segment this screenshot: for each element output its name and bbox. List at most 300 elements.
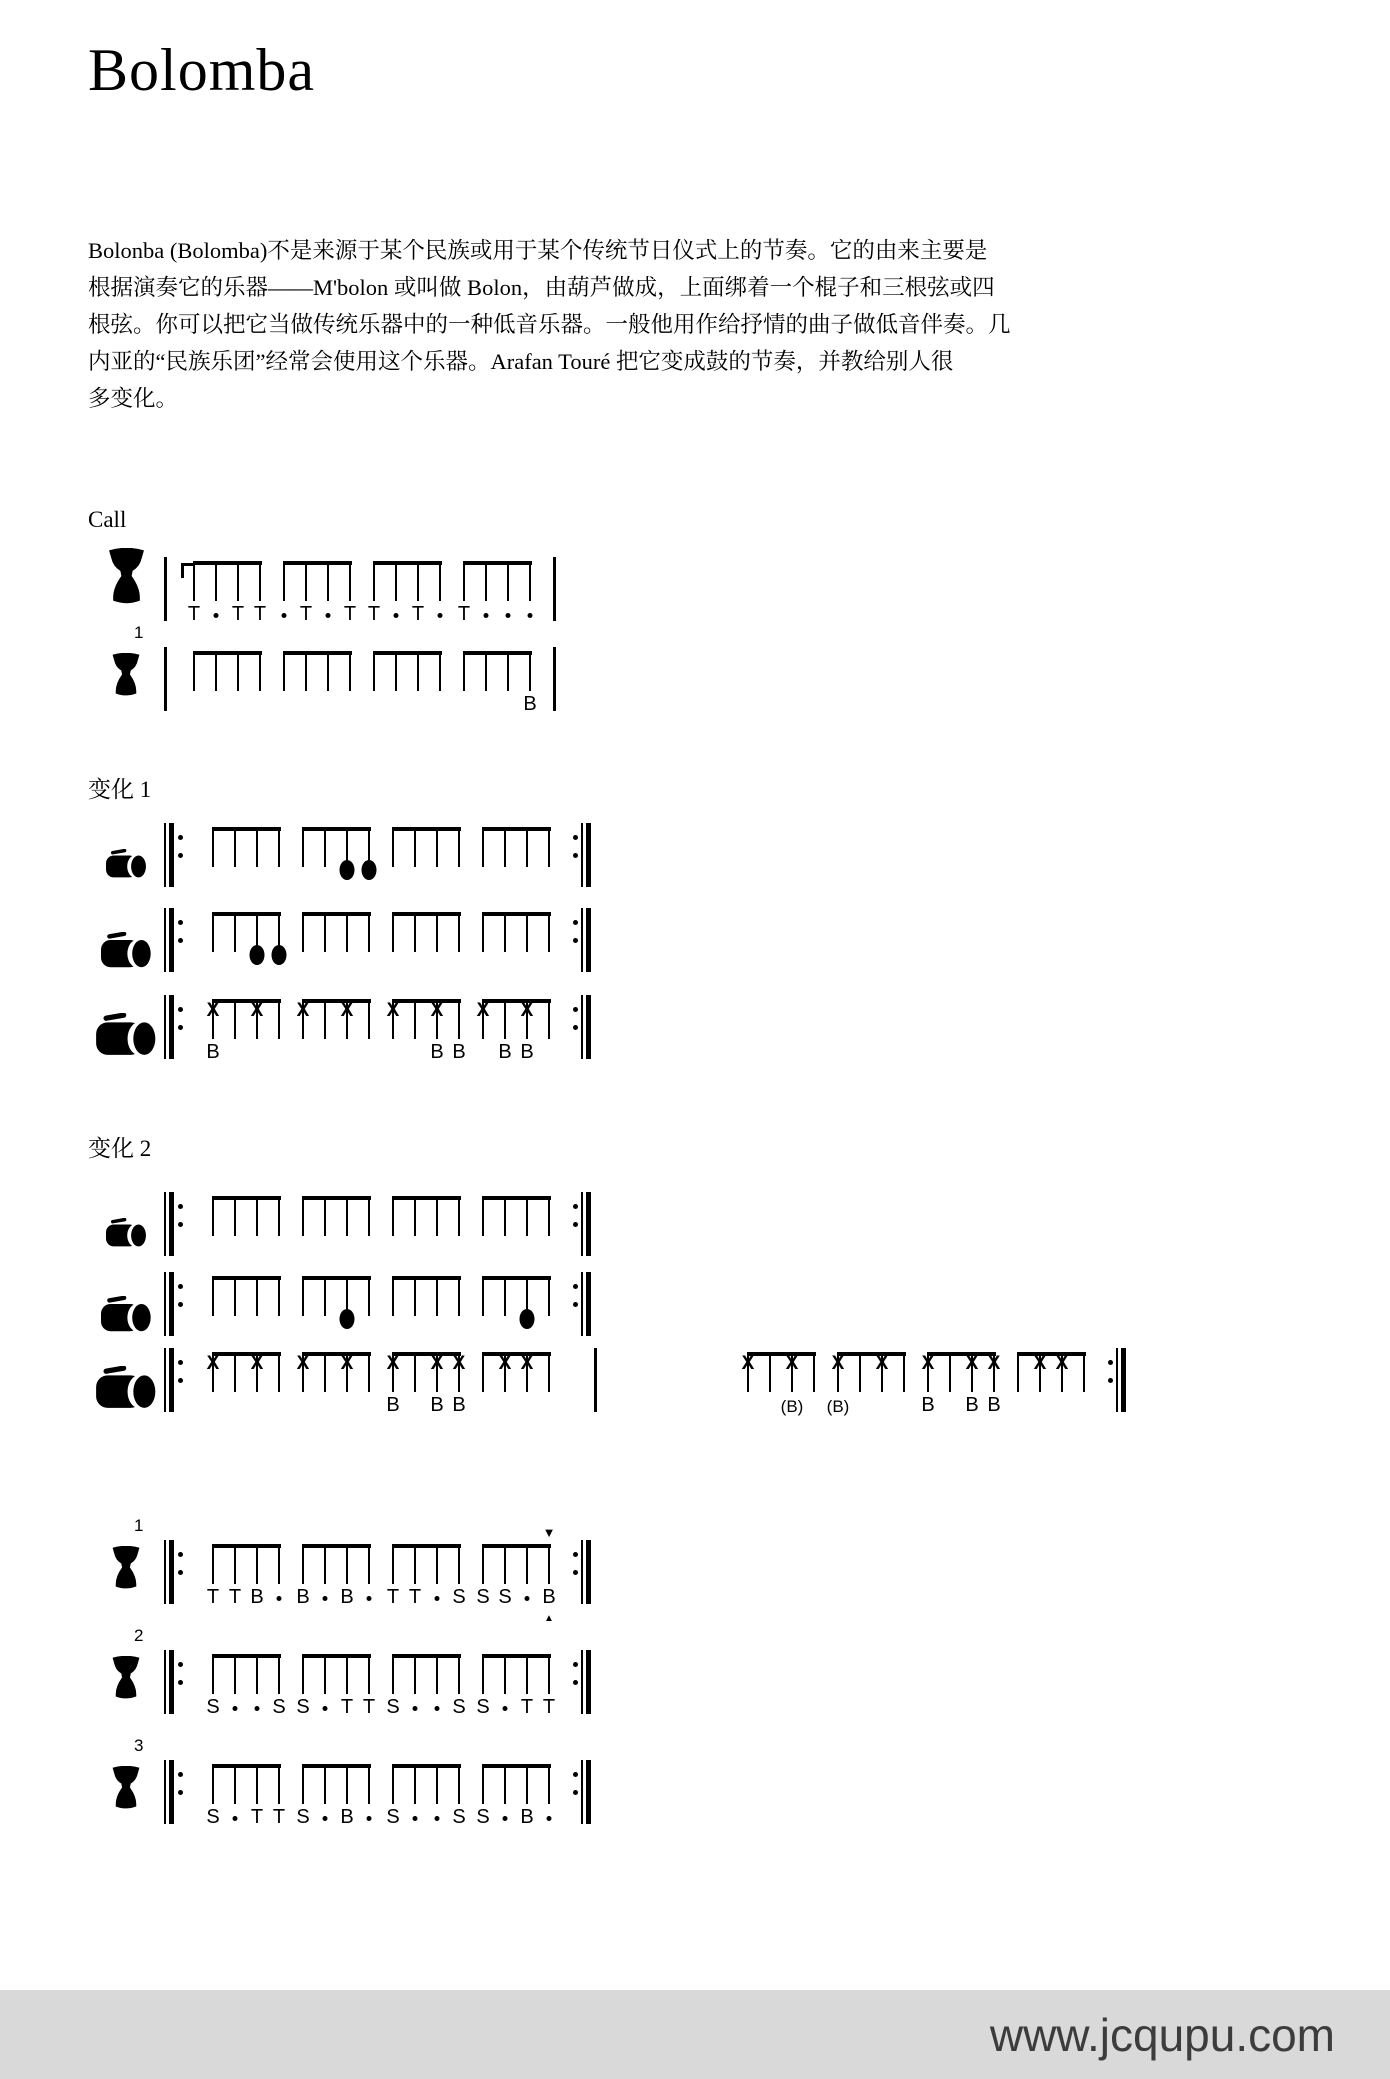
note-stem <box>436 1764 438 1804</box>
note-stem <box>482 1196 484 1236</box>
notation-line <box>88 912 1390 984</box>
barline <box>586 995 591 1059</box>
note-stem <box>436 1196 438 1236</box>
repeat-start-barline <box>164 1192 186 1256</box>
barline <box>586 823 591 887</box>
barline <box>169 1348 174 1412</box>
repeat-dot <box>573 1284 578 1289</box>
note-label: T <box>340 1696 354 1718</box>
note-label: T <box>206 1586 220 1608</box>
notation-line <box>88 1626 1390 1726</box>
beat-group <box>296 1764 370 1830</box>
beam <box>373 651 442 655</box>
beat-group <box>476 1764 550 1830</box>
note-stem <box>463 651 465 691</box>
note-label: B <box>921 1394 935 1416</box>
note-stem <box>283 651 285 691</box>
repeat-dots <box>177 823 183 858</box>
note-stem <box>234 912 236 952</box>
repeat-end-barline <box>572 1650 594 1714</box>
note-x-mark: X <box>250 1000 264 1021</box>
repeat-dots <box>1107 1348 1113 1383</box>
repeat-dot <box>178 1378 183 1383</box>
instrument-icon-box <box>88 561 164 609</box>
barline <box>594 1348 597 1412</box>
note-label: S <box>206 1696 220 1718</box>
repeat-dots <box>177 908 183 943</box>
repeat-dot <box>178 853 183 858</box>
beam <box>283 651 352 655</box>
note-stem <box>373 561 375 601</box>
beat-group <box>212 1276 280 1342</box>
barline <box>169 995 174 1059</box>
beam <box>212 1352 281 1356</box>
note-label: T <box>253 603 267 625</box>
beam <box>212 1654 281 1658</box>
intro-line: 多变化。 <box>88 386 179 411</box>
beam <box>482 1196 551 1200</box>
beam <box>212 1764 281 1768</box>
note-label: S <box>296 1696 310 1718</box>
note-label: S <box>206 1806 220 1828</box>
note-label: S <box>452 1806 466 1828</box>
notation-line <box>88 1276 1390 1348</box>
repeat-dot <box>178 1790 183 1795</box>
repeat-dot <box>573 938 578 943</box>
repeat-dot <box>178 1360 183 1365</box>
note-label: T <box>231 603 245 625</box>
intro-line: 根据演奏它的乐器——M'bolon 或叫做 Bolon，由葫芦做成，上面绑着一个棍子和三根弦或四 <box>88 275 995 300</box>
beat-group <box>296 1544 370 1610</box>
note-head <box>520 1309 535 1329</box>
beam <box>392 1276 461 1280</box>
note-stem <box>414 1196 416 1236</box>
beat-group <box>741 1352 815 1418</box>
instrument-icon-box <box>88 1196 164 1253</box>
note-stem <box>504 1196 506 1236</box>
repeat-dot <box>573 835 578 840</box>
note-stem <box>548 1276 550 1316</box>
note-stem <box>346 1196 348 1236</box>
note-stem <box>903 1352 905 1392</box>
notation-line <box>88 1736 1390 1836</box>
notation-line <box>88 561 1390 633</box>
note-stem <box>548 1196 550 1236</box>
notation-line <box>88 1352 1390 1424</box>
note-stem <box>414 1654 416 1694</box>
measure <box>212 1196 550 1262</box>
note-stem <box>458 1196 460 1236</box>
beat-group <box>921 1352 1001 1418</box>
note-label: S <box>498 1586 512 1608</box>
beat-group <box>302 1276 370 1342</box>
note-stem <box>548 1544 550 1584</box>
note-stem <box>302 1764 304 1804</box>
note-stem <box>373 651 375 691</box>
beam <box>392 999 461 1003</box>
beat-group <box>212 827 280 893</box>
accent-up-icon: ▲ <box>544 1613 554 1624</box>
note-label: B <box>206 1041 220 1063</box>
note-stem <box>458 999 460 1039</box>
beam <box>212 1544 281 1548</box>
note-stem <box>439 651 441 691</box>
barline <box>581 1540 583 1604</box>
note-stem <box>278 1196 280 1236</box>
beam <box>302 1196 371 1200</box>
note-x-mark: X <box>452 1353 466 1374</box>
note-label: B <box>296 1586 310 1608</box>
rest-dot <box>413 1706 418 1711</box>
section-label: Call <box>88 507 127 532</box>
note-stem <box>327 651 329 691</box>
note-head <box>272 945 287 965</box>
note-stem <box>305 561 307 601</box>
note-stem <box>234 1196 236 1236</box>
note-label: B <box>520 1041 534 1063</box>
beam <box>482 912 551 916</box>
beam <box>302 1352 371 1356</box>
barline <box>581 823 583 887</box>
intro-paragraph <box>88 232 1011 417</box>
instrument-icon-box <box>88 1516 164 1594</box>
rest-dot <box>435 1706 440 1711</box>
instrument-icon-box <box>88 1276 164 1338</box>
note-stem <box>234 999 236 1039</box>
footer-url: www.jcqupu.com <box>989 2008 1335 2061</box>
note-head <box>340 860 355 880</box>
note-stem <box>324 1654 326 1694</box>
beam <box>212 912 281 916</box>
section-label: 变化 2 <box>88 1136 152 1161</box>
beat-group <box>392 1276 460 1342</box>
repeat-dot <box>178 835 183 840</box>
note-stem <box>368 999 370 1039</box>
barline <box>581 995 583 1059</box>
beam <box>302 999 371 1003</box>
beam <box>302 827 371 831</box>
note-stem <box>458 827 460 867</box>
beam <box>463 561 532 565</box>
note-label: T <box>250 1806 264 1828</box>
beat-group <box>206 999 280 1065</box>
beam <box>837 1352 906 1356</box>
measure <box>187 561 531 627</box>
measure <box>206 999 550 1065</box>
note-stem <box>302 1654 304 1694</box>
notation-line <box>88 999 1390 1071</box>
instrument-icon-box <box>88 1736 164 1814</box>
dundun-small-icon <box>106 849 147 884</box>
barline <box>164 1540 166 1604</box>
note-label: B <box>965 1394 979 1416</box>
note-stem <box>234 1276 236 1316</box>
note-label: S <box>452 1586 466 1608</box>
barline <box>586 908 591 972</box>
rest-dot <box>413 1816 418 1821</box>
repeat-dots <box>177 1348 183 1383</box>
barline <box>164 995 166 1059</box>
note-label: S <box>272 1696 286 1718</box>
note-stem <box>237 651 239 691</box>
note-stem <box>436 1276 438 1316</box>
beam <box>392 1764 461 1768</box>
repeat-end-barline <box>572 1192 594 1256</box>
beat-group <box>296 1654 376 1720</box>
note-label: (B) <box>780 1397 804 1416</box>
beat-group <box>296 999 370 1065</box>
rest-dot <box>438 613 443 618</box>
dundun-medium-icon <box>101 932 152 974</box>
djembe-large-icon <box>107 548 146 609</box>
note-x-mark: X <box>831 1353 845 1374</box>
barline <box>581 1650 583 1714</box>
rest-dot <box>282 613 287 618</box>
rest-dot <box>214 613 219 618</box>
note-stem <box>507 561 509 601</box>
repeat-end-barline <box>572 908 594 972</box>
notation-line <box>88 827 1390 899</box>
beat-group <box>386 1654 466 1720</box>
note-label: S <box>386 1696 400 1718</box>
beam <box>212 1276 281 1280</box>
barline <box>581 1760 583 1824</box>
repeat-dot <box>573 1680 578 1685</box>
note-stem <box>414 999 416 1039</box>
note-stem <box>414 1544 416 1584</box>
repeat-dots <box>177 1192 183 1227</box>
barline <box>164 1650 166 1714</box>
note-label: B <box>430 1041 444 1063</box>
accent-down-icon: ▼ <box>542 1525 556 1540</box>
note-stem <box>769 1352 771 1392</box>
note-stem <box>548 827 550 867</box>
note-stem <box>215 651 217 691</box>
rest-dot <box>323 1596 328 1601</box>
repeat-dot <box>573 1222 578 1227</box>
repeat-start-barline <box>164 1540 186 1604</box>
repeat-dot <box>178 1222 183 1227</box>
note-stem <box>417 561 419 601</box>
note-stem <box>234 1544 236 1584</box>
note-stem <box>212 827 214 867</box>
note-stem <box>278 1764 280 1804</box>
note-stem <box>485 561 487 601</box>
repeat-dots <box>177 1540 183 1575</box>
repeat-dots <box>177 1272 183 1307</box>
repeat-dot <box>1108 1360 1113 1365</box>
note-x-mark: X <box>520 1353 534 1374</box>
note-stem <box>346 1544 348 1584</box>
note-stem <box>324 1352 326 1392</box>
djembe-small-icon <box>111 1546 141 1594</box>
beam <box>373 561 442 565</box>
rest-dot <box>233 1816 238 1821</box>
note-stem <box>368 1276 370 1316</box>
note-stem <box>526 912 528 952</box>
beam <box>392 1352 461 1356</box>
barline <box>586 1272 591 1336</box>
repeat-dot <box>178 920 183 925</box>
beam <box>482 1654 551 1658</box>
rest-dot <box>367 1816 372 1821</box>
note-stem <box>507 651 509 691</box>
note-stem <box>234 1764 236 1804</box>
note-stem <box>436 1654 438 1694</box>
note-label: T <box>520 1696 534 1718</box>
rest-dot <box>255 1706 260 1711</box>
repeat-dot <box>573 1302 578 1307</box>
rest-dot <box>323 1706 328 1711</box>
barline <box>164 1760 166 1824</box>
note-stem <box>278 1544 280 1584</box>
note-stem <box>482 1352 484 1392</box>
beat-group <box>193 651 261 717</box>
note-stem <box>346 912 348 952</box>
beat-group <box>482 912 550 978</box>
barline <box>169 1650 174 1714</box>
beat-group <box>826 1352 905 1418</box>
note-stem <box>949 1352 951 1392</box>
barline <box>553 557 556 621</box>
beat-group <box>1017 1352 1085 1418</box>
repeat-start-barline <box>164 1760 186 1824</box>
barline <box>169 1272 174 1336</box>
djembe-small-icon <box>111 653 141 701</box>
note-stem <box>482 1654 484 1694</box>
beat-group <box>392 912 460 978</box>
barline <box>169 1540 174 1604</box>
note-label: T <box>228 1586 242 1608</box>
note-stem <box>234 1352 236 1392</box>
note-stem <box>392 1276 394 1316</box>
note-label: B <box>340 1806 354 1828</box>
note-stem <box>548 1764 550 1804</box>
barline <box>586 1650 591 1714</box>
note-stem <box>1083 1352 1085 1392</box>
note-stem <box>504 999 506 1039</box>
note-stem <box>504 827 506 867</box>
note-stem <box>302 1276 304 1316</box>
note-stem <box>436 912 438 952</box>
rest-dot <box>394 613 399 618</box>
note-stem <box>504 1654 506 1694</box>
note-stem <box>368 1352 370 1392</box>
note-stem <box>256 1654 258 1694</box>
note-stem <box>439 561 441 601</box>
repeat-dot <box>178 1680 183 1685</box>
note-stem <box>368 1654 370 1694</box>
note-stem <box>237 561 239 601</box>
beam <box>212 827 281 831</box>
line-number: 3 <box>134 1736 144 1755</box>
repeat-start-barline <box>164 823 186 887</box>
note-stem <box>346 1654 348 1694</box>
note-stem <box>234 827 236 867</box>
note-x-mark: X <box>430 1353 444 1374</box>
note-stem <box>463 561 465 601</box>
note-stem <box>327 561 329 601</box>
beat-group <box>206 1764 286 1830</box>
repeat-dots <box>572 1650 578 1685</box>
note-stem <box>526 827 528 867</box>
note-stem <box>859 1352 861 1392</box>
barline <box>169 823 174 887</box>
note-x-mark: X <box>785 1353 799 1374</box>
repeat-dots <box>572 1272 578 1307</box>
note-stem <box>324 999 326 1039</box>
note-label: T <box>457 603 471 625</box>
notation-area <box>0 505 1390 1836</box>
note-x-mark: X <box>430 1000 444 1021</box>
note-stem <box>302 1544 304 1584</box>
instrument-icon-box <box>88 623 164 701</box>
barline <box>581 1272 583 1336</box>
note-x-mark: X <box>340 1353 354 1374</box>
note-stem <box>302 1196 304 1236</box>
note-x-mark: X <box>965 1353 979 1374</box>
grace-mark <box>181 563 193 578</box>
rest-dot <box>525 1596 530 1601</box>
beam <box>482 1544 551 1548</box>
repeat-dot <box>178 1772 183 1777</box>
barline <box>1116 1348 1118 1412</box>
note-stem <box>482 1544 484 1584</box>
note-stem <box>193 561 195 601</box>
repeat-start-barline <box>164 1272 186 1336</box>
beat-group <box>283 561 357 627</box>
beat-group <box>386 1352 466 1418</box>
repeat-dot <box>178 1025 183 1030</box>
note-label: T <box>386 1586 400 1608</box>
note-stem <box>256 827 258 867</box>
note-stem <box>278 1654 280 1694</box>
measure <box>212 1276 550 1342</box>
rest-dot <box>503 1816 508 1821</box>
note-label: T <box>299 603 313 625</box>
note-stem <box>392 827 394 867</box>
note-stem <box>414 1276 416 1316</box>
beam <box>392 827 461 831</box>
note-stem <box>212 912 214 952</box>
beam <box>193 561 262 565</box>
repeat-dot <box>573 1772 578 1777</box>
barline <box>169 1192 174 1256</box>
note-label: B <box>340 1586 354 1608</box>
beam <box>302 1276 371 1280</box>
barline <box>164 557 167 621</box>
note-stem <box>283 561 285 601</box>
beat-group <box>457 561 531 627</box>
barline <box>169 1760 174 1824</box>
note-x-mark: X <box>250 1353 264 1374</box>
beat-group <box>206 1352 280 1418</box>
beat-group <box>392 1196 460 1262</box>
note-stem <box>414 912 416 952</box>
repeat-dots <box>177 1760 183 1795</box>
repeat-end-barline <box>572 995 594 1059</box>
beat-group <box>482 1352 550 1418</box>
note-stem <box>278 1352 280 1392</box>
measure <box>212 912 550 978</box>
repeat-start-barline <box>164 1650 186 1714</box>
note-stem <box>368 1764 370 1804</box>
note-stem <box>193 651 195 691</box>
notation-line <box>88 1196 1390 1268</box>
rest-dot <box>233 1706 238 1711</box>
note-label: T <box>343 603 357 625</box>
note-x-mark: X <box>296 1000 310 1021</box>
